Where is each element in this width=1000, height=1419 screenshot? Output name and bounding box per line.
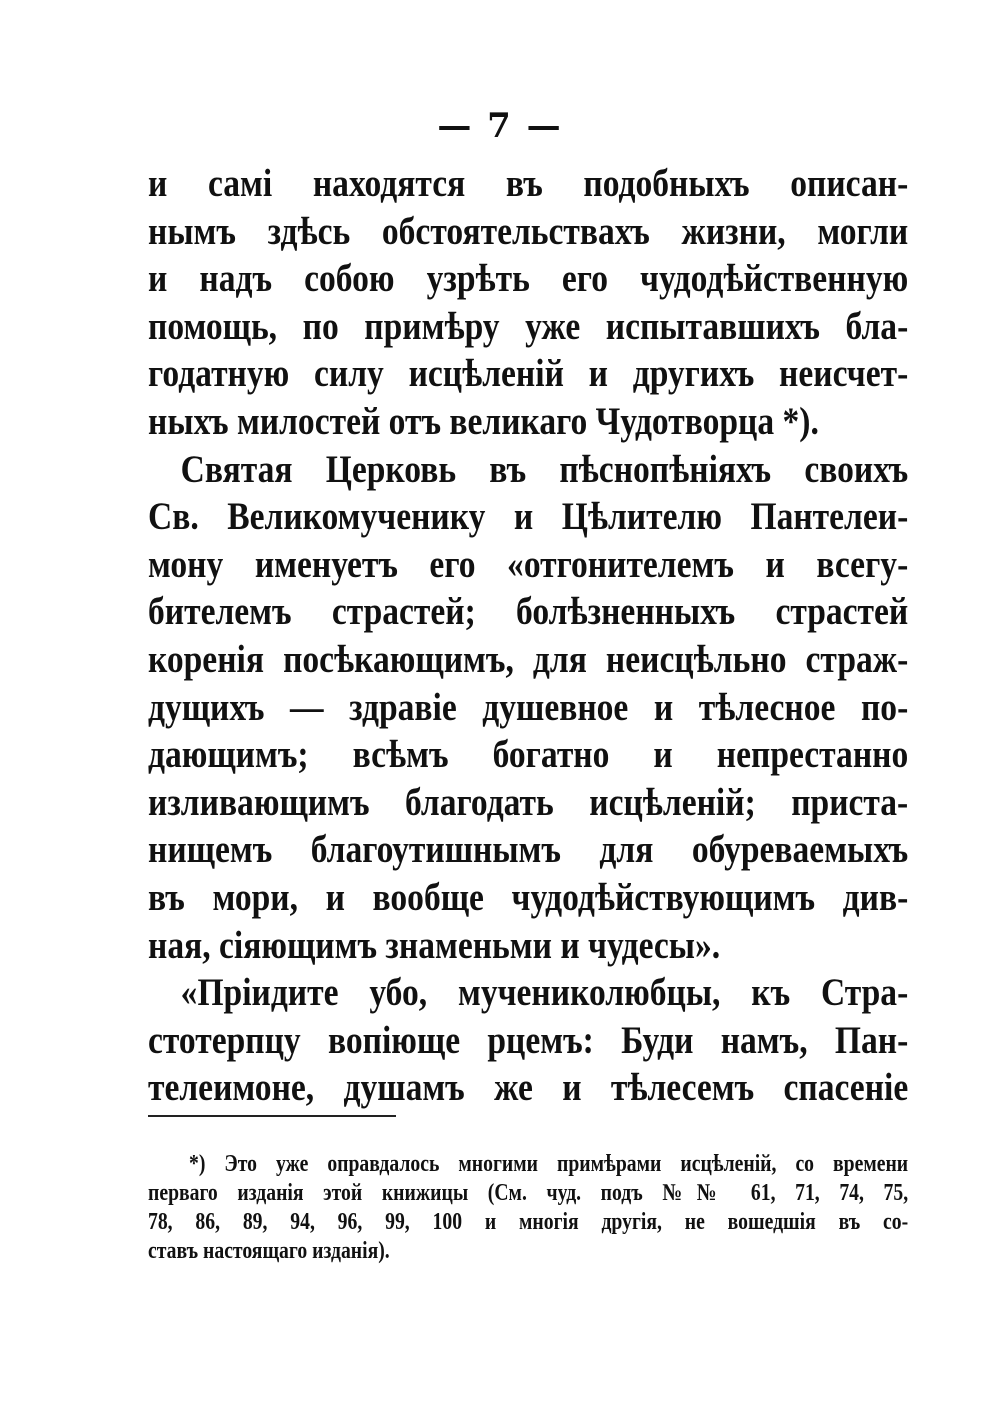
text-line: въ мори, и вообще чудодѣйствующимъ див- xyxy=(148,875,909,919)
main-text xyxy=(148,160,908,1112)
text-line: ныхъ милостей отъ великаго Чудотворца *). xyxy=(148,399,819,443)
text-line: нищемъ благоутишнымъ для обуреваемыхъ xyxy=(148,828,909,872)
footnote-divider xyxy=(148,1115,396,1117)
footnote-line: 78, 86, 89, 94, 96, 99, 100 и многія другія, не вошедшія въ со- xyxy=(148,1209,909,1235)
paragraph-start-line: «Пріидите убо, мучениколюбцы, къ Стра- xyxy=(180,971,909,1015)
text-line: изливающимъ благодать исцѣленій; приста- xyxy=(148,780,909,824)
text-line: бителемъ страстей; болѣзненныхъ страстей xyxy=(148,590,909,634)
text-line: дающимъ; всѣмъ богатно и непрестанно xyxy=(148,733,909,777)
footnote-line: *) Это уже оправдалось многими примѣрами исцѣленій, со времени xyxy=(189,1151,909,1177)
text-line: мону именуетъ его «отгонителемъ и всегу- xyxy=(148,542,909,586)
footnote-line: ставъ настоящаго изданія). xyxy=(148,1238,390,1264)
text-line: нымъ здѣсь обстоятельствахъ жизни, могли xyxy=(148,209,909,253)
text-line: дущихъ — здравіе душевное и тѣлесное по- xyxy=(148,685,909,729)
footnote xyxy=(148,1150,908,1266)
text-line: и самі находятся въ подобныхъ описан- xyxy=(148,162,909,205)
text-line: стотерпцу вопіюще рцемъ: Буди намъ, Пан- xyxy=(148,1018,909,1062)
text-line: телеимоне, душамъ же и тѣлесемъ спасеніе xyxy=(148,1066,909,1110)
text-line: ная, сіяющимъ знаменьми и чудесы». xyxy=(148,923,721,967)
text-line: помощь, по примѣру уже испытавшихъ бла- xyxy=(148,304,909,348)
paragraph-start-line: Святая Церковь въ пѣснопѣніяхъ своихъ xyxy=(180,447,909,491)
text-line: коренія посѣкающимъ, для неисцѣльно страж- xyxy=(148,637,909,681)
text-line: Св. Великомученику и Цѣлителю Пантелеи- xyxy=(148,495,909,539)
text-line: и надъ собою узрѣть его чудодѣйственную xyxy=(148,257,909,301)
footnote-line: перваго изданія этой книжицы (См. чуд. подъ №№ 61, 71, 74, 75, xyxy=(148,1180,909,1206)
page-number: — 7 — xyxy=(437,106,563,146)
text-line: годатную силу исцѣленій и другихъ неисчет- xyxy=(148,352,909,396)
